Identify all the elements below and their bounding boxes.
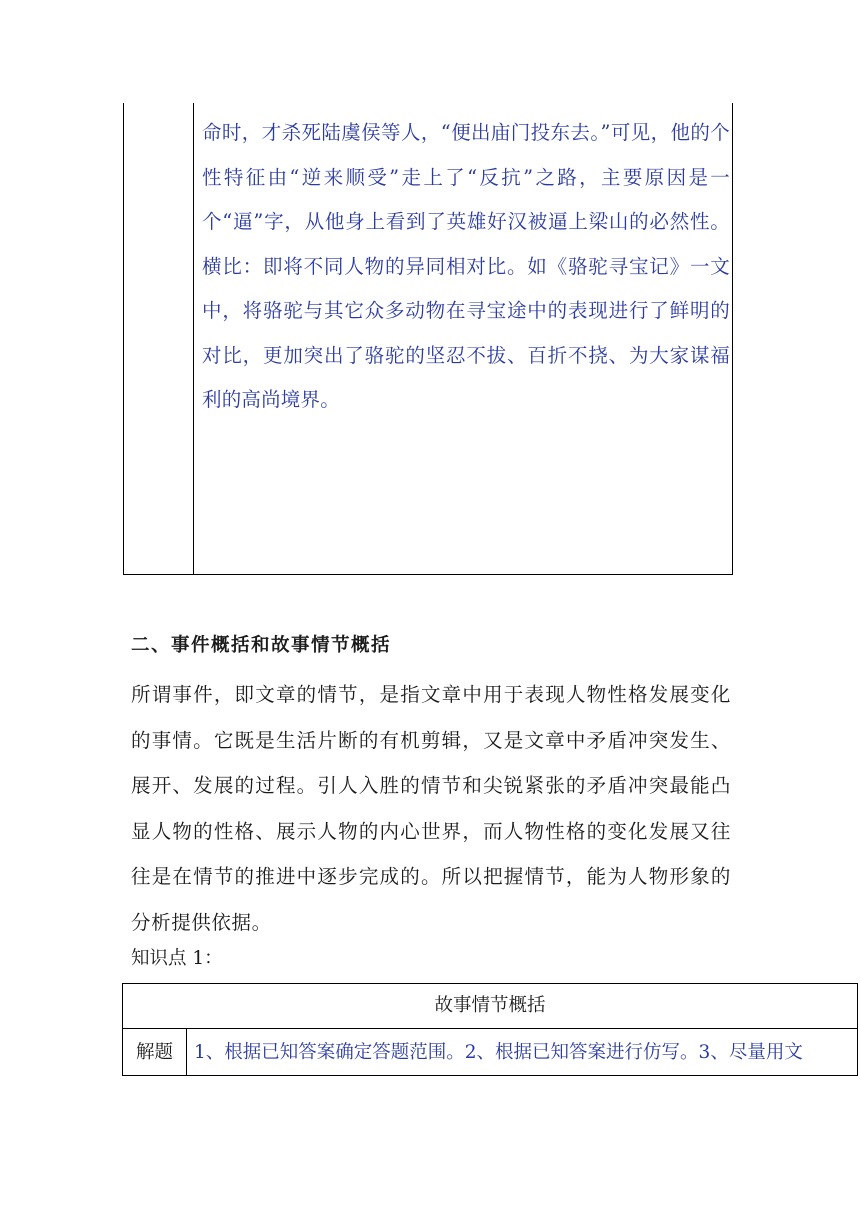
table-content-cell: 命时，才杀死陆虞侯等人，“便出庙门投东去。”可见，他的个性特征由“逆来顺受”走上了“反抗”之路，主要原因是一个“逼”字，从他身上看到了英雄好汉被逼上梁山的必然性。横比：即将不同人物的异同相对比。如《骆驼寻宝记》一文中，将骆驼与其它众多动物在寻宝途中的表现进行了鲜明的对比，更加突出了骆驼的坚忍不拔、百折不挠、为大家谋福利的高尚境界。: [202, 121, 730, 411]
table-column-divider: [186, 1028, 187, 1076]
knowledge-point-label: 知识点 1：: [131, 948, 223, 969]
table-row-content: 1、根据已知答案确定答题范围。2、根据已知答案进行仿写。3、尽量用文: [194, 1042, 803, 1063]
body-paragraph: 所谓事件，即文章的情节，是指文章中用于表现人物性格发展变化的事情。它既是生活片断的有机剪辑，又是文章中矛盾冲突发生、展开、发展的过程。引人入胜的情节和尖锐紧张的矛盾冲突最能凸显人物的性格、展示人物的内心世界，而人物性格的变化发展又往往是在情节的推进中逐步完成的。所以把握情节，能为人物形象的分析提供依据。: [131, 683, 731, 934]
table-column-divider: [193, 103, 194, 574]
table-header-cell: 故事情节概括: [434, 995, 546, 1016]
plot-summary-table: [122, 983, 858, 1076]
continued-table: [123, 103, 733, 575]
section-heading: 二、事件概括和故事情节概括: [131, 635, 392, 656]
table-row-label: 解题: [135, 1042, 173, 1063]
